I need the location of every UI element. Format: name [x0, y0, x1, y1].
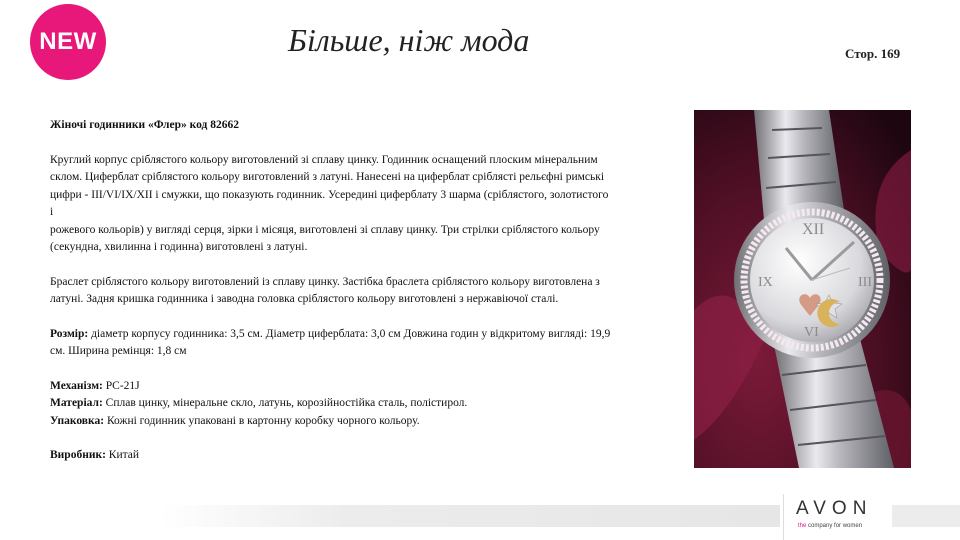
avon-logo [783, 494, 889, 540]
material-value: Сплав цинку, мінеральне скло, латунь, корозійностійка сталь, полістирол. [102, 397, 468, 409]
mechanism-label: Механізм: [50, 379, 103, 392]
svg-text:III: III [858, 275, 872, 290]
size-value-cont: см. Ширина ремінця: 1,8 см [50, 345, 187, 357]
avon-tagline-rest: company for women [806, 523, 863, 529]
packaging-label: Упаковка: [50, 414, 105, 427]
packaging-value: Кожні годинник упаковані в картонну коробку чорного кольору. [104, 414, 420, 427]
description-line: Круглий корпус сріблястого кольору виготовлений зі сплаву цинку. Годинник оснащений плоским мінеральним [50, 153, 598, 166]
description-line: рожевого кольорів) у вигляді серця, зірки і місяця, виготовлені зі сплаву цинку. Три стрілки сріблястого кольору [50, 223, 600, 236]
description-line: і [50, 206, 54, 218]
product-description [50, 117, 690, 482]
packaging-line [50, 413, 690, 431]
avon-tagline [798, 523, 862, 529]
watch-illustration [694, 110, 911, 468]
description-paragraph [50, 152, 690, 257]
page-title: Більше, ніж мода [288, 22, 530, 58]
page-reference: Стор. 169 [845, 46, 901, 61]
manufacturer-line [50, 447, 690, 465]
material-line [50, 395, 690, 413]
bracelet-paragraph [50, 274, 690, 309]
mechanism-line [50, 378, 690, 396]
material-label: Матеріал: [50, 397, 103, 409]
bracelet-line: Браслет сріблястого кольору виготовлений із сплаву цинку. Застібка браслета сріблястого кольору виготовлена з [50, 275, 600, 288]
size-paragraph [50, 326, 690, 361]
footer-bar-right [892, 505, 960, 527]
description-line: цифри - III/VI/IX/XII і смужки, що показують годинник. Усередині циферблату 3 шарма (сріблястого, золотистого [50, 188, 609, 201]
svg-text:VI: VI [804, 325, 819, 340]
watch-photo [694, 110, 911, 468]
new-badge [30, 4, 106, 80]
footer-bar [160, 505, 780, 527]
avon-tagline-the: the [798, 523, 807, 529]
manufacturer-label: Виробник: [50, 449, 106, 461]
manufacturer-value: Китай [105, 449, 140, 461]
bracelet-line: латуні. Задня кришка годинника і заводна головка сріблястого кольору виготовлені з нержавіючої сталі. [50, 293, 559, 305]
svg-text:IX: IX [758, 275, 773, 290]
svg-text:XII: XII [802, 221, 825, 238]
description-line: (секундна, хвилинна і годинна) виготовлені з латуні. [50, 241, 308, 253]
new-badge-label: NEW [39, 28, 97, 55]
size-label: Розмір: [50, 327, 89, 340]
mechanism-value: PC-21J [102, 379, 140, 392]
avon-wordmark: AVON [796, 498, 873, 519]
size-value: діаметр корпусу годинника: 3,5 см. Діаметр циферблата: 3,0 см Довжина годин у відкритому вигляді: 19,9 [88, 327, 611, 340]
description-line: склом. Циферблат сріблястого кольору виготовлений з латуні. Нанесені на циферблат сріблясті рельєфні римські [50, 171, 605, 183]
product-heading: Жіночі годинники «Флер» код 82662 [50, 119, 239, 131]
